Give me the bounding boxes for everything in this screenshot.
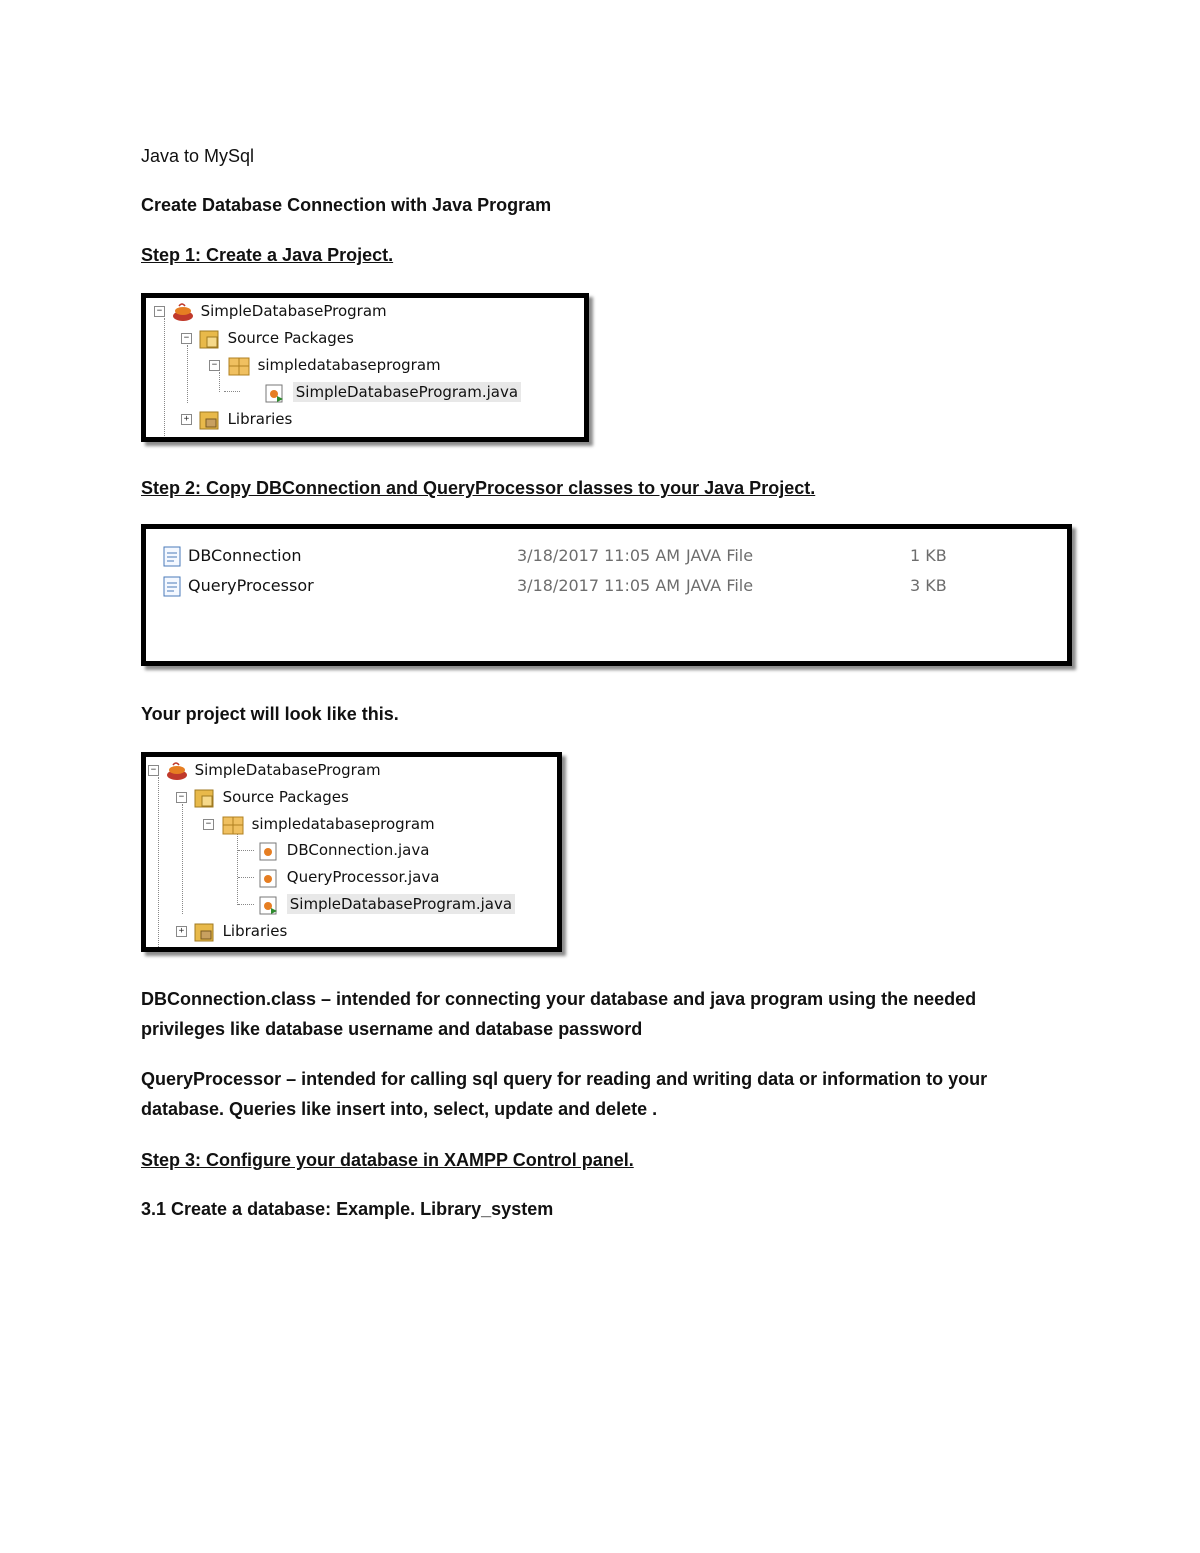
tree-project-node[interactable]: − SimpleDatabaseProgram: [154, 299, 387, 323]
step-3-1-text: 3.1 Create a database: Example. Library_system: [141, 1199, 554, 1219]
file-row-dbconnection[interactable]: [146, 542, 1066, 570]
file-type: JAVA File: [686, 546, 754, 565]
document-title: Java to MySql: [141, 146, 255, 166]
tree-package-node[interactable]: − simpledatabaseprogram: [209, 353, 441, 377]
file-date: 3/18/2017 11:05 AM: [517, 576, 681, 595]
collapse-icon[interactable]: −: [176, 792, 187, 803]
file-date: 3/18/2017 11:05 AM: [517, 546, 681, 565]
queryprocessor-description: QueryProcessor – intended for calling sql query for reading and writing data or information to your database. Queries like insert into, select, update and delete .: [141, 1069, 988, 1119]
step-3-heading: Step 3: Configure your database in XAMPP Control panel.: [141, 1150, 634, 1170]
package-icon: [219, 814, 247, 836]
tree-file-node-queryprocessor[interactable]: QueryProcessor.java: [256, 865, 439, 889]
java-file-icon: [256, 840, 282, 862]
folder-icon: [192, 787, 218, 809]
java-project-icon: [164, 761, 190, 781]
tree-source-packages-node[interactable]: − Source Packages: [181, 326, 354, 350]
collapse-icon[interactable]: −: [209, 360, 220, 371]
step-1-heading: Step 1: Create a Java Project.: [141, 245, 394, 265]
step-2-heading: Step 2: Copy DBConnection and QueryProcessor classes to your Java Project.: [141, 478, 816, 498]
file-name: DBConnection: [188, 546, 302, 565]
file-size: 3 KB: [910, 576, 947, 595]
file-size: 1 KB: [910, 546, 947, 565]
java-main-file-icon: [256, 894, 282, 916]
collapse-icon[interactable]: −: [148, 765, 159, 776]
folder-icon: [197, 328, 223, 350]
libraries-folder-icon: [192, 921, 218, 943]
project-tree-screenshot-1: [141, 293, 589, 442]
tree-file-node[interactable]: SimpleDatabaseProgram.java: [262, 380, 521, 404]
file-row-queryprocessor[interactable]: [146, 572, 1066, 600]
java-file-icon: [262, 382, 288, 404]
tree-libraries-node[interactable]: + Libraries: [181, 407, 292, 431]
project-tree-screenshot-2: [141, 752, 562, 952]
java-file-icon: [256, 867, 282, 889]
collapse-icon[interactable]: −: [154, 306, 165, 317]
file-type: JAVA File: [686, 576, 754, 595]
tree-source-packages-node[interactable]: − Source Packages: [176, 785, 349, 809]
tree-package-node[interactable]: − simpledatabaseprogram: [203, 812, 435, 836]
package-icon: [225, 355, 253, 377]
java-file-icon: [162, 546, 182, 568]
project-look-text: Your project will look like this.: [141, 704, 399, 724]
tree-file-node-dbconnection[interactable]: DBConnection.java: [256, 838, 429, 862]
collapse-icon[interactable]: −: [181, 333, 192, 344]
file-explorer-screenshot: [141, 524, 1072, 666]
dbconnection-description: DBConnection.class – intended for connecting your database and java program using the needed privileges like database username and database password: [141, 989, 977, 1039]
tree-libraries-node[interactable]: + Libraries: [176, 919, 287, 943]
file-name: QueryProcessor: [188, 576, 314, 595]
java-project-icon: [170, 302, 196, 322]
tree-project-node[interactable]: − SimpleDatabaseProgram: [148, 758, 381, 782]
libraries-folder-icon: [197, 409, 223, 431]
expand-icon[interactable]: +: [181, 414, 192, 425]
java-file-icon: [162, 576, 182, 598]
collapse-icon[interactable]: −: [203, 819, 214, 830]
section-heading: Create Database Connection with Java Program: [141, 195, 552, 215]
tree-file-node-main[interactable]: SimpleDatabaseProgram.java: [256, 892, 515, 916]
expand-icon[interactable]: +: [176, 926, 187, 937]
